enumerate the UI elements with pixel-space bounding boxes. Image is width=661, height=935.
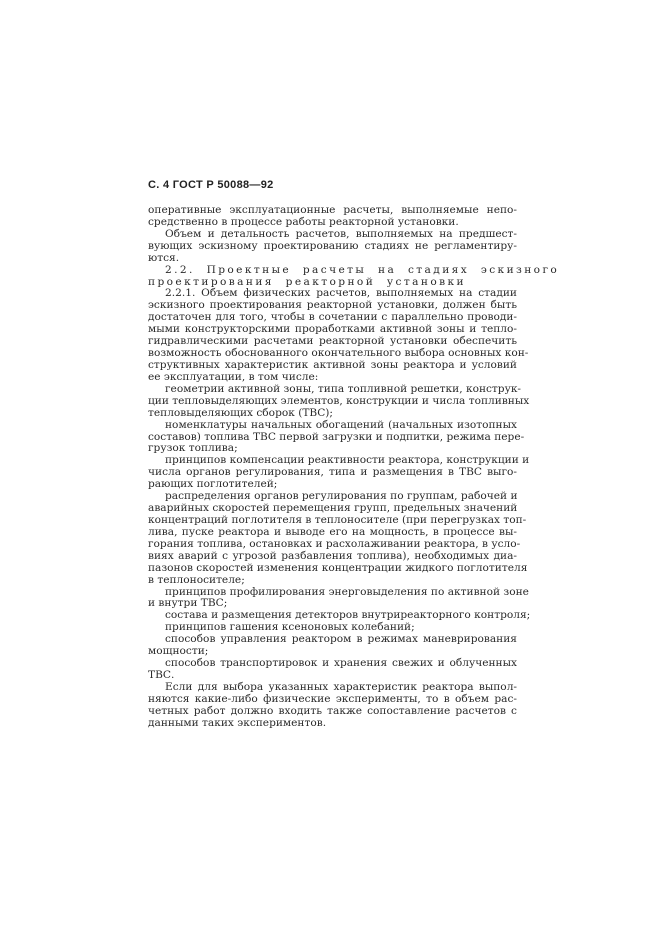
text-line: ются.	[148, 251, 180, 264]
text-line: проектирования реакторной установки	[148, 275, 466, 288]
paragraph	[148, 229, 517, 265]
text-line: эскизного проектирования реакторной установки, должен быть	[148, 299, 517, 312]
text-line: няются какие-либо физические эксперименты, то в объем рас-	[148, 692, 517, 705]
text-line: лива, пуске реактора и выводе его на мощность, в процессе вы-	[148, 525, 517, 538]
paragraph	[148, 658, 517, 682]
text-line: горания топлива, остановках и расхолаживании реактора, в усло-	[148, 537, 521, 550]
paragraph	[148, 287, 529, 383]
text-line: структивных характеристик активной зоны реактора и условий	[148, 358, 517, 371]
text-line: достаточен для того, чтобы в сочетании с параллельно проводи-	[148, 311, 517, 324]
text-line: ее эксплуатации, в том числе:	[148, 370, 319, 383]
paragraph	[148, 205, 517, 229]
text-line: возможность обоснованного окончательного выбора основных кон-	[148, 347, 529, 360]
text-line: принципов компенсации реактивности реактора, конструкции и	[165, 454, 530, 467]
paragraph	[148, 634, 517, 658]
text-line: принципов гашения ксеноновых колебаний;	[165, 621, 415, 634]
text-line: четных работ должно входить также сопоставление расчетов с	[148, 704, 517, 717]
text-line: грузок топлива;	[148, 442, 238, 455]
text-line: способов транспортировок и хранения свежих и облученных	[165, 657, 517, 670]
text-line: геометрии активной зоны, типа топливной решетки, конструк-	[165, 382, 522, 395]
text-line: пазонов скоростей изменения концентрации жидкого поглотителя	[148, 561, 528, 574]
text-line: состава и размещения детекторов внутриреакторного контроля;	[165, 609, 531, 622]
text-line: тепловыделяющих сборок (ТВС);	[148, 406, 334, 419]
text-line: ции тепловыделяющих элементов, конструкции и числа топливных	[148, 394, 530, 407]
text-line: аварийных скоростей перемещения групп, предельных значений	[148, 502, 518, 515]
text-line: оперативные эксплуатационные расчеты, выполняемые непо-	[148, 204, 517, 216]
text-line: в теплоносителе;	[148, 573, 245, 586]
text-line: ТВС.	[148, 668, 175, 681]
text-line: Если для выбора указанных характеристик реактора выпол-	[165, 680, 517, 693]
text-line: составов) топлива ТВС первой загрузки и подпитки, режима пере-	[148, 430, 525, 443]
section-heading	[148, 263, 560, 289]
text-line: числа органов регулирования, типа и размещения в ТВС выго-	[148, 466, 517, 479]
text-line: концентраций поглотителя в теплоносителе (при перегрузках топ-	[148, 513, 527, 526]
page-header: С. 4 ГОСТ Р 50088—92	[148, 179, 274, 191]
text-line: способов управления реактором в режимах маневрирования	[165, 633, 517, 646]
paragraph	[148, 490, 528, 586]
text-line: рающих поглотителей;	[148, 478, 278, 491]
text-line: 2.2.1. Объем физических расчетов, выполняемых на стадии	[165, 287, 517, 300]
text-line: номенклатуры начальных обогащений (начальных изотопных	[165, 418, 517, 431]
text-line: виях аварий с угрозой разбавления топлива), необходимых диа-	[148, 549, 517, 562]
paragraph	[148, 454, 530, 491]
text-line: и внутри ТВС;	[148, 597, 228, 610]
paragraph	[148, 585, 529, 611]
document-body	[148, 204, 560, 730]
paragraph	[148, 382, 530, 420]
text-line: гидравлическими расчетами реакторной установки обеспечить	[148, 335, 517, 348]
text-line: Объем и детальность расчетов, выполняемых на предшест-	[165, 227, 517, 240]
text-line: мыми конструкторскими проработками активной зоны и тепло-	[148, 323, 517, 336]
text-line: данными таких экспериментов.	[148, 716, 327, 729]
text-line: принципов профилирования энерговыделения по активной зоне	[165, 585, 529, 598]
text-line: вующих эскизному проектированию стадиях не регламентиру-	[148, 239, 517, 252]
paragraph	[148, 682, 517, 730]
text-line: мощности;	[148, 645, 209, 658]
text-line: средственно в процессе работы реакторной установки.	[148, 215, 459, 228]
paragraph	[148, 418, 525, 456]
text-line: распределения органов регулирования по группам, рабочей и	[165, 490, 518, 503]
text-line: 2.2. Проектные расчеты на стадиях эскизного	[165, 263, 560, 276]
